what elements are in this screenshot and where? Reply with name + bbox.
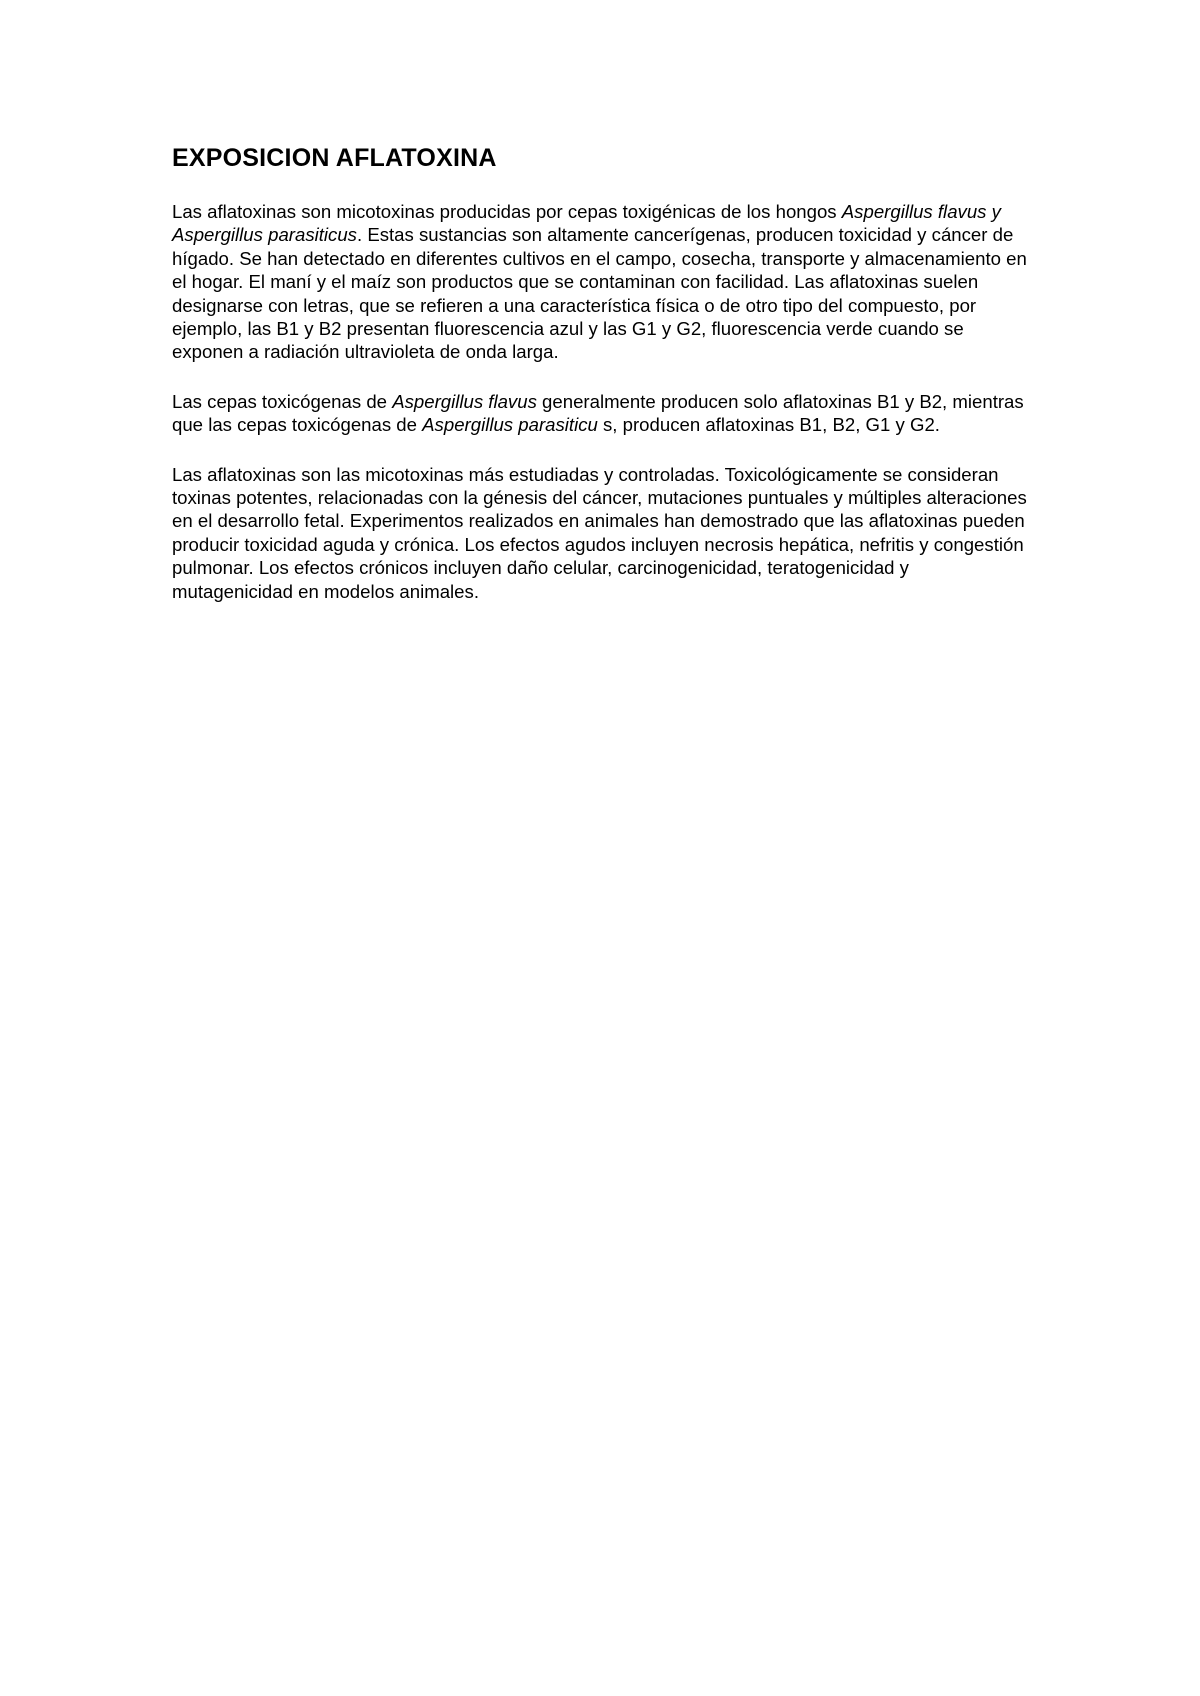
paragraph-2-italic-run: Aspergillus flavus xyxy=(392,390,537,412)
paragraph-2-run: s, producen aflatoxinas B1, B2, G1 y G2. xyxy=(597,414,940,436)
paragraph-1-run: Las aflatoxinas son micotoxinas producidas por cepas toxigénicas de los hongos xyxy=(172,201,842,222)
paragraph-2-run: generalmente producen solo aflatoxinas B1 y B2, mientras que las cepas toxicógenas de xyxy=(172,390,1024,436)
paragraph-3 xyxy=(172,463,1032,603)
paragraph-1-run: . Estas sustancias son altamente cancerígenas, producen toxicidad y cáncer de hígado. Se han detectado en diferentes cultivos en el campo, cosecha, transporte y almacenamiento en el hogar. El maní y el maíz son productos que se contaminan con facilidad. Las aflatoxinas suelen designarse con letras, que se refieren a una característica física o de otro tipo del compuesto, por ejemplo, las B1 y B2 presentan fluorescencia azul y las G1 y G2, fluorescencia verde cuando se exponen a radiación ultravioleta de onda larga. xyxy=(172,224,1027,363)
paragraph-1-italic-run: Aspergillus flavus y Aspergillus parasiticus xyxy=(172,201,1001,246)
document-title: EXPOSICION AFLATOXINA xyxy=(172,144,497,172)
paragraph-2-run: Las cepas toxicógenas de xyxy=(172,390,393,412)
document-page xyxy=(172,140,1032,629)
paragraph-3-run: Las aflatoxinas son las micotoxinas más estudiadas y controladas. Toxicológicamente se consideran toxinas potentes, relacionadas con la génesis del cáncer, mutaciones puntuales y múltiples alteraciones en el desarrollo fetal. Experimentos realizados en animales han demostrado que las aflatoxinas pueden producir toxicidad aguda y crónica. Los efectos agudos incluyen necrosis hepática, nefritis y congestión pulmonar. Los efectos crónicos incluyen daño celular, carcinogenicidad, teratogenicidad y mutagenicidad en modelos animales. xyxy=(172,463,1027,602)
paragraph-2 xyxy=(172,390,1032,437)
paragraph-1 xyxy=(172,200,1032,364)
paragraph-2-italic-run: Aspergillus parasiticu xyxy=(422,414,598,436)
